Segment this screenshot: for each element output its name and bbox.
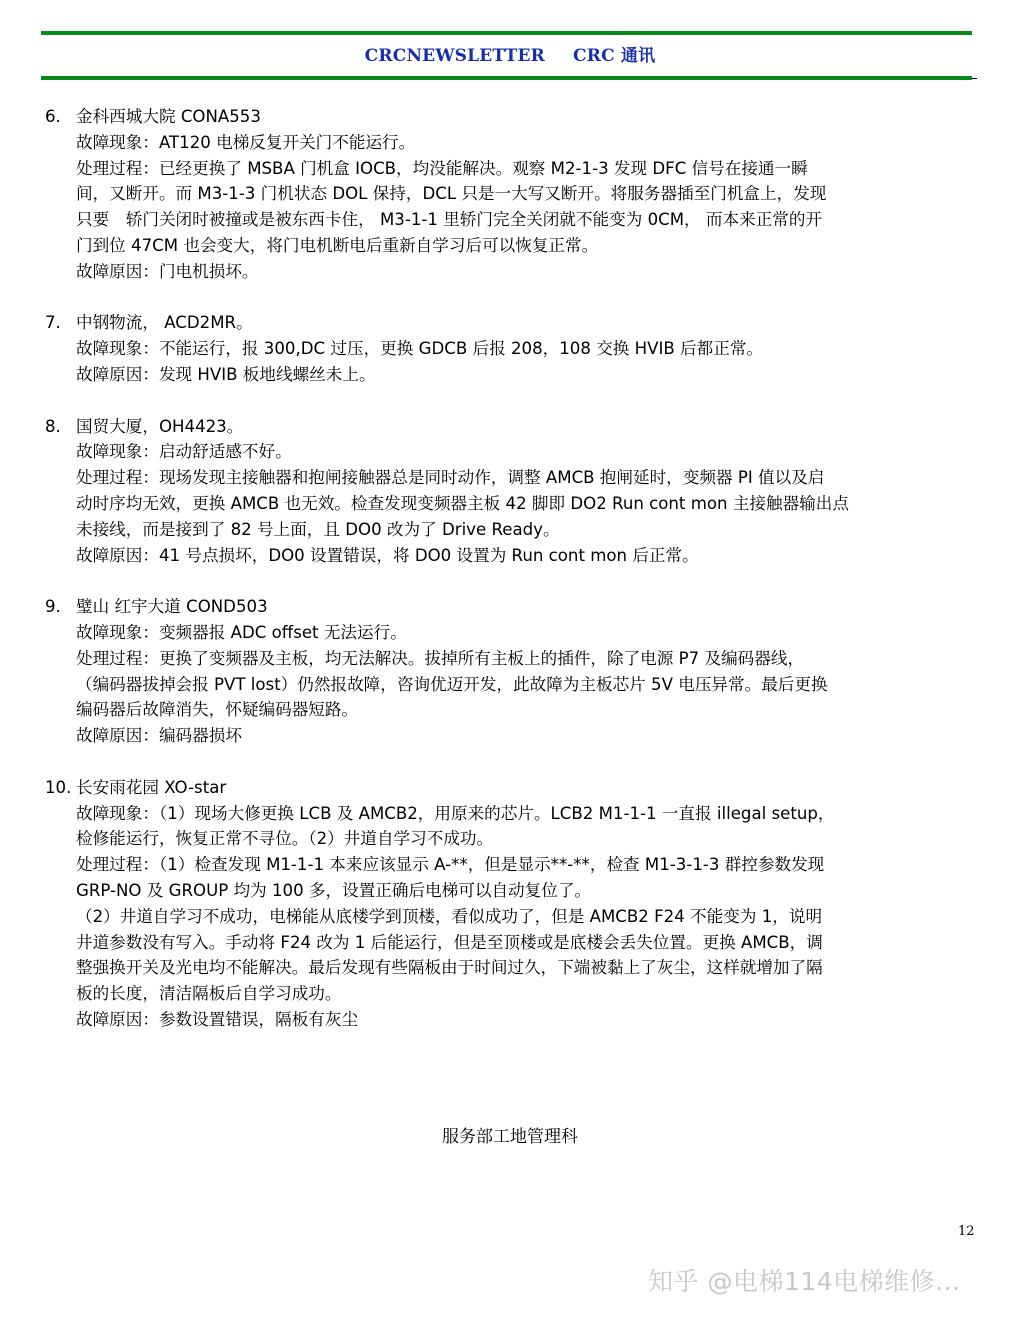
item-line: 门到位 47CM 也会变大，将门电机断电后重新自学习后可以恢复正常。: [76, 235, 599, 255]
header-top-rule: [41, 31, 972, 35]
item-body: [45, 801, 980, 1033]
masthead-left: CRCNEWSLETTER: [364, 46, 546, 66]
item-line: 处理过程：更换了变频器及主板，均无法解决。拔掉所有主板上的插件，除了电源 P7 及编码器线，: [76, 648, 805, 668]
item-line: 故障现象：变频器报 ADC offset 无法运行。: [76, 622, 407, 642]
header-rule-tick: [972, 78, 977, 79]
watermark: 知乎 @电梯114电梯维修...: [648, 1267, 961, 1296]
item-line: 未接线，而是接到了 82 号上面，且 DO0 改为了 Drive Ready。: [76, 519, 560, 539]
document-body: [45, 104, 980, 1058]
item-line: 故障原因：参数设置错误，隔板有灰尘: [76, 1009, 359, 1029]
department-signature: 服务部工地管理科: [442, 1127, 578, 1147]
fault-item-8: [45, 414, 980, 569]
item-line: 故障现象：AT120 电梯反复开关门不能运行。: [76, 132, 416, 152]
item-body: [45, 439, 980, 568]
item-heading: [45, 414, 980, 440]
item-line: 故障现象：（1）现场大修更换 LCB 及 AMCB2，用原来的芯片。LCB2 M1-1-1 一直报 illegal setup，: [76, 803, 835, 823]
page-number: 12: [958, 1224, 975, 1239]
item-number: 8.: [45, 416, 61, 436]
masthead-right: CRC 通讯: [573, 46, 656, 66]
item-line: （编码器拔掉会报 PVT lost）仍然报故障，咨询优迈开发，此故障为主板芯片 5V 电压异常。最后更换: [76, 674, 828, 694]
item-line: 故障现象：不能运行，报 300,DC 过压，更换 GDCB 后报 208，108 交换 HVIB 后都正常。: [76, 339, 764, 359]
item-line: 故障原因：编码器损坏: [76, 726, 242, 746]
item-title: 长安雨花园 XO-star: [76, 777, 227, 797]
item-body: [45, 130, 980, 285]
item-line: 板的长度，清洁隔板后自学习成功。: [76, 984, 342, 1004]
item-number: 10.: [45, 777, 72, 797]
item-heading: [45, 775, 980, 801]
item-body: [45, 620, 980, 749]
item-line: 检修能运行，恢复正常不寻位。（2）井道自学习不成功。: [76, 829, 494, 849]
item-line: 整强换开关及光电均不能解决。最后发现有些隔板由于时间过久，下端被黏上了灰尘，这样就增加了隔: [76, 958, 823, 978]
item-line: 间，又断开。而 M3-1-3 门机状态 DOL 保持，DCL 只是一大写又断开。将服务器插至门机盒上，发现: [76, 184, 827, 204]
item-line: 故障原因：发现 HVIB 板地线螺丝未上。: [76, 364, 376, 384]
fault-item-7: [45, 310, 980, 387]
fault-item-9: [45, 594, 980, 749]
item-line: 处理过程：现场发现主接触器和抱闸接触器总是同时动作，调整 AMCB 抱闸延时，变频器 PI 值以及启: [76, 468, 825, 488]
item-line: 编码器后故障消失，怀疑编码器短路。: [76, 700, 359, 720]
item-line: 井道参数没有写入。手动将 F24 改为 1 后能运行，但是至顶楼或是底楼会丢失位置。更换 AMCB，调: [76, 932, 823, 952]
item-title: 金科西城大院 CONA553: [76, 107, 261, 126]
item-line: （2）井道自学习不成功，电梯能从底楼学到顶楼，看似成功了，但是 AMCB2 F24 不能变为 1，说明: [76, 906, 823, 926]
fault-item-10: [45, 775, 980, 1033]
item-body: [45, 336, 980, 388]
item-line: 处理过程：（1）检查发现 M1-1-1 本来应该显示 A-**，但是显示**-**，检查 M1-3-1-3 群控参数发现: [76, 855, 825, 875]
item-line: 只要 轿门关闭时被撞或是被东西卡住， M3-1-1 里轿门完全关闭就不能变为 0CM， 而本来正常的开: [76, 210, 823, 230]
item-line: 故障原因：41 号点损坏，DO0 设置错误，将 DO0 设置为 Run cont mon 后正常。: [76, 545, 699, 565]
header-bottom-rule: [41, 76, 972, 80]
item-title: 中钢物流， ACD2MR。: [76, 313, 253, 333]
item-heading: [45, 104, 980, 130]
item-line: GRP-NO 及 GROUP 均为 100 多，设置正确后电梯可以自动复位了。: [76, 880, 592, 900]
item-title: 国贸大厦，OH4423。: [76, 416, 244, 436]
item-line: 故障现象：启动舒适感不好。: [76, 442, 292, 462]
masthead: [0, 41, 1020, 66]
item-line: 动时序均无效，更换 AMCB 也无效。检查发现变频器主板 42 脚即 DO2 Run cont mon 主接触器输出点: [76, 493, 849, 513]
item-number: 7.: [45, 313, 61, 333]
item-heading: [45, 310, 980, 336]
item-title: 璧山 红宇大道 COND503: [76, 597, 268, 617]
item-line: 处理过程：已经更换了 MSBA 门机盒 IOCB，均没能解决。观察 M2-1-3 发现 DFC 信号在接通一瞬: [76, 158, 808, 178]
fault-item-6: [45, 104, 980, 285]
item-heading: [45, 594, 980, 620]
item-number: 6.: [45, 107, 61, 126]
item-line: 故障原因：门电机损坏。: [76, 261, 259, 281]
item-number: 9.: [45, 597, 61, 617]
